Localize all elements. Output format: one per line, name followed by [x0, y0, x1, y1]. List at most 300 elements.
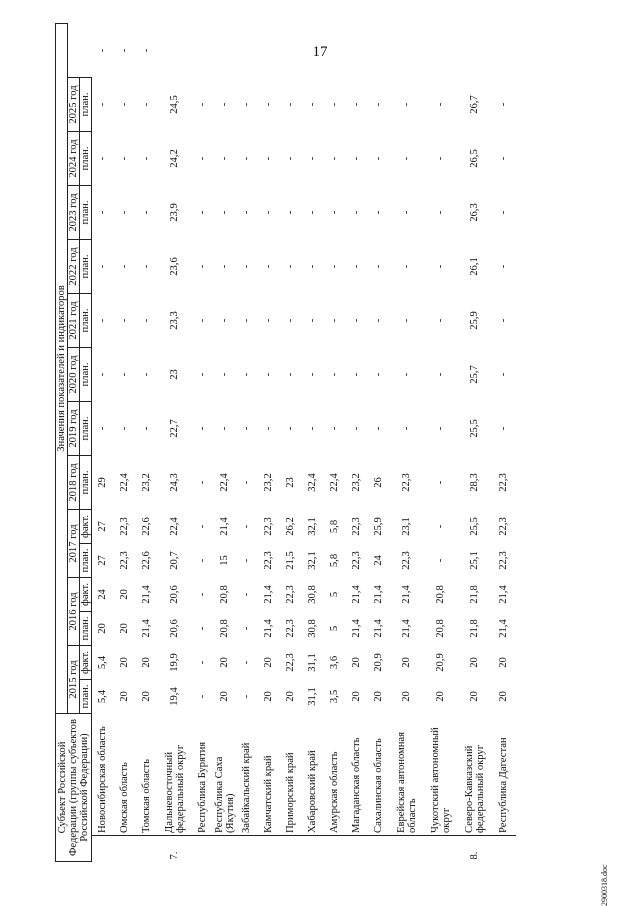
row-value: -	[119, 102, 130, 107]
row-value: 21,4	[498, 619, 509, 638]
row-value: 20	[469, 691, 480, 702]
row-value: -	[263, 318, 274, 323]
row-value: 23	[169, 369, 180, 380]
row-value: -	[241, 524, 252, 529]
row-value: 32,4	[307, 473, 318, 492]
row-value: -	[97, 102, 109, 107]
row-value: -	[119, 426, 130, 431]
row-value: -	[285, 102, 296, 107]
row-value: 20	[263, 691, 274, 702]
row-number	[280, 836, 302, 862]
row-value: 24	[97, 589, 109, 600]
row-value: -	[241, 694, 252, 699]
header-plan: план.	[80, 680, 92, 714]
row-value: 20	[469, 657, 480, 668]
row-value: 23,6	[169, 257, 180, 276]
row-value: -	[219, 318, 230, 323]
row-subject: Сахалинская область	[373, 738, 384, 833]
row-value: 5,8	[329, 553, 340, 568]
row-value: 21,4	[401, 585, 412, 604]
row-value: -	[498, 210, 509, 215]
header-values: Значения показателей и индикаторов	[56, 24, 68, 714]
row-value	[258, 24, 280, 78]
row-value: 32,1	[307, 551, 318, 570]
row-value: -	[119, 156, 130, 161]
header-plan: план.	[80, 612, 92, 646]
row-value: -	[197, 524, 208, 529]
row-value: 26,1	[469, 257, 480, 276]
row-value: -	[401, 102, 412, 107]
row-value: -	[119, 48, 130, 53]
row-value: -	[373, 210, 384, 215]
row-value	[302, 24, 324, 78]
row-value: -	[197, 626, 208, 631]
row-number	[258, 836, 280, 862]
row-value: -	[141, 48, 152, 53]
row-value: 20	[119, 691, 130, 702]
row-value: -	[241, 102, 252, 107]
row-number	[492, 836, 516, 862]
row-value: 24,3	[169, 473, 180, 492]
row-value: 26,7	[469, 95, 480, 114]
row-value: -	[307, 426, 318, 431]
row-value: 3,6	[329, 655, 340, 670]
row-value: 3,5	[329, 689, 340, 704]
row-value: -	[329, 372, 340, 377]
row-value: 22,3	[401, 551, 412, 570]
header-year: 2025 год	[68, 78, 80, 132]
row-value: 5,4	[97, 689, 109, 704]
row-value: -	[329, 156, 340, 161]
header-year: 2024 год	[68, 132, 80, 186]
row-value: -	[241, 264, 252, 269]
row-value: 21,4	[141, 585, 152, 604]
table-row	[136, 24, 158, 862]
row-value: 5,8	[329, 519, 340, 534]
table-row	[192, 24, 214, 862]
row-value: 22,3	[285, 619, 296, 638]
row-value: -	[373, 318, 384, 323]
row-subject: Амурская область	[329, 751, 340, 833]
row-value	[390, 24, 424, 78]
indicators-table	[55, 23, 516, 862]
row-value: -	[435, 102, 446, 107]
row-value: -	[241, 372, 252, 377]
row-subject: Чукотский автономный округ	[429, 727, 452, 833]
row-value: -	[351, 102, 362, 107]
row-value: 22,7	[169, 419, 180, 438]
row-value: -	[263, 210, 274, 215]
row-value: 20	[351, 691, 362, 702]
row-value: -	[241, 592, 252, 597]
row-value: -	[329, 264, 340, 269]
row-value: 22,4	[169, 517, 180, 536]
header-plan: план.	[80, 544, 92, 578]
header-subject: Субъект Российской Федерации (группы субъектов Российской Федерации)	[56, 714, 92, 862]
row-value: 5	[329, 625, 340, 632]
row-value: 20	[285, 691, 296, 702]
row-value: -	[241, 660, 252, 665]
row-value: 25,9	[469, 311, 480, 330]
row-value: -	[401, 318, 412, 323]
row-value: -	[141, 426, 152, 431]
row-value: -	[263, 156, 274, 161]
row-value: -	[351, 318, 362, 323]
row-value: -	[435, 210, 446, 215]
row-value: 26	[373, 477, 384, 488]
table-row	[346, 24, 368, 862]
row-value: -	[241, 318, 252, 323]
row-value: 20,7	[169, 551, 180, 570]
row-value: 29	[97, 477, 109, 488]
row-value: -	[435, 426, 446, 431]
row-value: 20,8	[219, 585, 230, 604]
row-value: 26,2	[285, 517, 296, 536]
row-value	[192, 24, 214, 78]
row-value: -	[197, 156, 208, 161]
row-value: -	[307, 318, 318, 323]
row-value: 25,1	[469, 551, 480, 570]
row-value: -	[498, 156, 509, 161]
row-value: -	[351, 156, 362, 161]
row-value: -	[373, 156, 384, 161]
table-row	[324, 24, 346, 862]
row-value: -	[307, 102, 318, 107]
row-value: -	[97, 318, 109, 323]
row-value: 20	[351, 657, 362, 668]
row-value: 25,7	[469, 365, 480, 384]
row-value: 20	[373, 691, 384, 702]
row-value: -	[401, 426, 412, 431]
row-value: -	[197, 480, 208, 485]
row-subject: Томская область	[141, 759, 152, 833]
row-value: 21,4	[351, 585, 362, 604]
row-value: 20	[435, 691, 446, 702]
row-value: -	[141, 318, 152, 323]
row-value: 19,4	[169, 687, 180, 706]
table-body	[92, 24, 516, 862]
row-value: 22,4	[219, 473, 230, 492]
table-row	[158, 24, 192, 862]
row-value: 26,3	[469, 203, 480, 222]
row-number: 7.	[158, 836, 192, 862]
header-fact: факт.	[80, 510, 92, 544]
row-value: 26,5	[469, 149, 480, 168]
row-value: -	[119, 210, 130, 215]
row-value: -	[241, 156, 252, 161]
row-value: 27	[97, 521, 109, 532]
row-value: -	[197, 558, 208, 563]
row-value: 21,4	[141, 619, 152, 638]
row-value: 22,3	[119, 551, 130, 570]
row-value: -	[401, 210, 412, 215]
row-value	[158, 24, 192, 78]
row-value: 20	[141, 657, 152, 668]
row-subject: Омская область	[119, 762, 130, 833]
row-value: 20	[219, 691, 230, 702]
row-value	[324, 24, 346, 78]
row-value: -	[197, 372, 208, 377]
row-value: 20,9	[435, 653, 446, 672]
row-value: -	[285, 264, 296, 269]
header-plan: план.	[80, 240, 92, 294]
row-value: 20	[119, 623, 130, 634]
row-subject: Республика Саха (Якутия)	[213, 756, 236, 833]
row-value: -	[219, 210, 230, 215]
header-fact: факт.	[80, 578, 92, 612]
row-value	[368, 24, 390, 78]
row-number	[92, 836, 114, 862]
row-value: 22,6	[141, 517, 152, 536]
table-row	[302, 24, 324, 862]
row-value: 5,4	[97, 655, 109, 670]
row-value: 20	[119, 589, 130, 600]
table-row	[214, 24, 236, 862]
row-value: -	[435, 156, 446, 161]
row-value: -	[401, 372, 412, 377]
row-value: -	[119, 264, 130, 269]
row-value: -	[263, 372, 274, 377]
header-plan: план.	[80, 348, 92, 402]
row-value: 23,2	[141, 473, 152, 492]
row-value: 22,3	[498, 517, 509, 536]
row-value: 20	[141, 691, 152, 702]
row-value: -	[285, 318, 296, 323]
row-value: -	[435, 558, 446, 563]
row-number	[302, 836, 324, 862]
row-number	[236, 836, 258, 862]
row-number: 8.	[458, 836, 492, 862]
row-value: -	[219, 372, 230, 377]
row-value: 21,4	[373, 585, 384, 604]
header-year: 2016 год	[68, 578, 80, 646]
row-subject: Забайкальский край	[241, 742, 252, 833]
row-number	[214, 836, 236, 862]
row-value: -	[329, 210, 340, 215]
row-value: 31,1	[307, 687, 318, 706]
row-value: -	[351, 372, 362, 377]
row-subject: Новосибирская область	[97, 726, 109, 833]
row-value	[424, 24, 458, 78]
row-value: -	[197, 102, 208, 107]
row-value: -	[401, 264, 412, 269]
row-value: -	[141, 156, 152, 161]
row-subject: Северо-Кавказский федеральный округ	[463, 744, 486, 833]
row-value: -	[197, 592, 208, 597]
row-number	[390, 836, 424, 862]
row-number	[136, 836, 158, 862]
row-value: -	[329, 426, 340, 431]
row-value: 21,4	[219, 517, 230, 536]
row-subject: Камчатский край	[263, 755, 274, 833]
table-row	[280, 24, 302, 862]
row-value: -	[197, 426, 208, 431]
row-subject: Дальневосточный федеральный округ	[163, 744, 186, 833]
row-value: 23,3	[169, 311, 180, 330]
header-plan: план.	[80, 186, 92, 240]
row-value: -	[197, 318, 208, 323]
row-value: 22,3	[285, 653, 296, 672]
row-value: -	[329, 318, 340, 323]
row-value: -	[197, 210, 208, 215]
row-value: 20	[401, 691, 412, 702]
header-year: 2018 год	[68, 456, 80, 510]
row-value: 22,3	[498, 473, 509, 492]
row-value: -	[141, 372, 152, 377]
row-value: 31,1	[307, 653, 318, 672]
header-year: 2022 год	[68, 240, 80, 294]
row-value: 20,8	[435, 619, 446, 638]
row-value: 20,9	[373, 653, 384, 672]
row-value	[458, 24, 492, 78]
table-row	[114, 24, 136, 862]
row-value: -	[141, 102, 152, 107]
row-value: 20	[219, 657, 230, 668]
row-value: 30,8	[307, 619, 318, 638]
row-value: -	[351, 210, 362, 215]
row-value: 22,3	[401, 473, 412, 492]
row-value: -	[373, 264, 384, 269]
row-value: 21,4	[498, 585, 509, 604]
row-value: 24,5	[169, 95, 180, 114]
row-value	[236, 24, 258, 78]
header-plan: план.	[80, 132, 92, 186]
rotated-table-frame	[55, 34, 630, 862]
row-value	[346, 24, 368, 78]
row-value: -	[285, 372, 296, 377]
row-value: -	[197, 660, 208, 665]
row-value: 15	[219, 555, 230, 566]
row-value	[280, 24, 302, 78]
row-value	[214, 24, 236, 78]
header-year: 2017 год	[68, 510, 80, 578]
row-value: -	[241, 480, 252, 485]
row-value: 22,3	[263, 517, 274, 536]
row-value: -	[498, 426, 509, 431]
row-value: -	[219, 156, 230, 161]
row-number	[324, 836, 346, 862]
row-value: 23,2	[351, 473, 362, 492]
row-value: 21,4	[263, 585, 274, 604]
footer-code: 2900318.doc	[600, 864, 609, 906]
row-value: 25,5	[469, 517, 480, 536]
row-value: 24	[373, 555, 384, 566]
row-value: 21,4	[373, 619, 384, 638]
row-value: -	[435, 318, 446, 323]
row-value: -	[219, 426, 230, 431]
row-value: -	[307, 372, 318, 377]
row-number	[114, 836, 136, 862]
row-value: 22,3	[263, 551, 274, 570]
row-value: 20	[498, 691, 509, 702]
row-value: -	[97, 156, 109, 161]
row-value: -	[435, 480, 446, 485]
table-row	[236, 24, 258, 862]
row-value: 19,9	[169, 653, 180, 672]
row-value: 22,3	[351, 517, 362, 536]
row-value: 21,4	[351, 619, 362, 638]
row-value: 23	[285, 477, 296, 488]
row-value: -	[141, 264, 152, 269]
row-value: -	[241, 210, 252, 215]
row-value: -	[97, 48, 108, 53]
header-plan: план.	[80, 294, 92, 348]
header-year: 2020 год	[68, 348, 80, 402]
header-plan: план.	[80, 456, 92, 510]
row-value: -	[263, 426, 274, 431]
row-value: 21,5	[285, 551, 296, 570]
row-value: -	[263, 102, 274, 107]
row-value: -	[329, 102, 340, 107]
row-value: -	[263, 264, 274, 269]
row-value: -	[307, 156, 318, 161]
row-value: -	[498, 264, 509, 269]
row-value: -	[285, 426, 296, 431]
row-value: 23,9	[169, 203, 180, 222]
row-value: 30,8	[307, 585, 318, 604]
row-value: -	[373, 372, 384, 377]
row-value: -	[241, 426, 252, 431]
row-value: 24,2	[169, 149, 180, 168]
row-value: 22,4	[329, 473, 340, 492]
row-value: -	[97, 372, 109, 377]
row-value: 20	[498, 657, 509, 668]
row-value: 22,3	[351, 551, 362, 570]
row-value: -	[197, 264, 208, 269]
row-subject: Приморский край	[285, 752, 296, 833]
header-plan: план.	[80, 402, 92, 456]
row-value: -	[141, 210, 152, 215]
row-value: -	[285, 156, 296, 161]
table-row	[424, 24, 458, 862]
row-value: -	[401, 156, 412, 161]
row-number	[368, 836, 390, 862]
row-value: 21,8	[469, 619, 480, 638]
table-row	[390, 24, 424, 862]
header-plan: план.	[80, 78, 92, 132]
table-row	[492, 24, 516, 862]
row-value: -	[285, 210, 296, 215]
row-value: 20,8	[435, 585, 446, 604]
row-subject: Хабаровский край	[307, 750, 318, 833]
row-value: -	[241, 626, 252, 631]
row-subject: Республика Дагестан	[498, 737, 509, 833]
row-value: 20	[263, 657, 274, 668]
row-value: -	[219, 102, 230, 107]
row-value: 23,1	[401, 517, 412, 536]
row-value: -	[351, 264, 362, 269]
row-value: -	[351, 426, 362, 431]
row-subject: Республика Бурятия	[197, 741, 208, 833]
row-value: -	[373, 426, 384, 431]
row-value: 22,4	[119, 473, 130, 492]
table-row	[92, 24, 114, 862]
row-value: -	[307, 210, 318, 215]
row-value: 20,6	[169, 585, 180, 604]
row-value: 21,4	[401, 619, 412, 638]
row-number	[192, 836, 214, 862]
row-value: 22,3	[498, 551, 509, 570]
row-value: 22,6	[141, 551, 152, 570]
row-value: 21,8	[469, 585, 480, 604]
row-value: 20	[119, 657, 130, 668]
header-year: 2021 год	[68, 294, 80, 348]
row-value: 20	[401, 657, 412, 668]
row-value: -	[241, 558, 252, 563]
row-value: -	[435, 524, 446, 529]
row-value: 25,5	[469, 419, 480, 438]
row-value: 23,2	[263, 473, 274, 492]
